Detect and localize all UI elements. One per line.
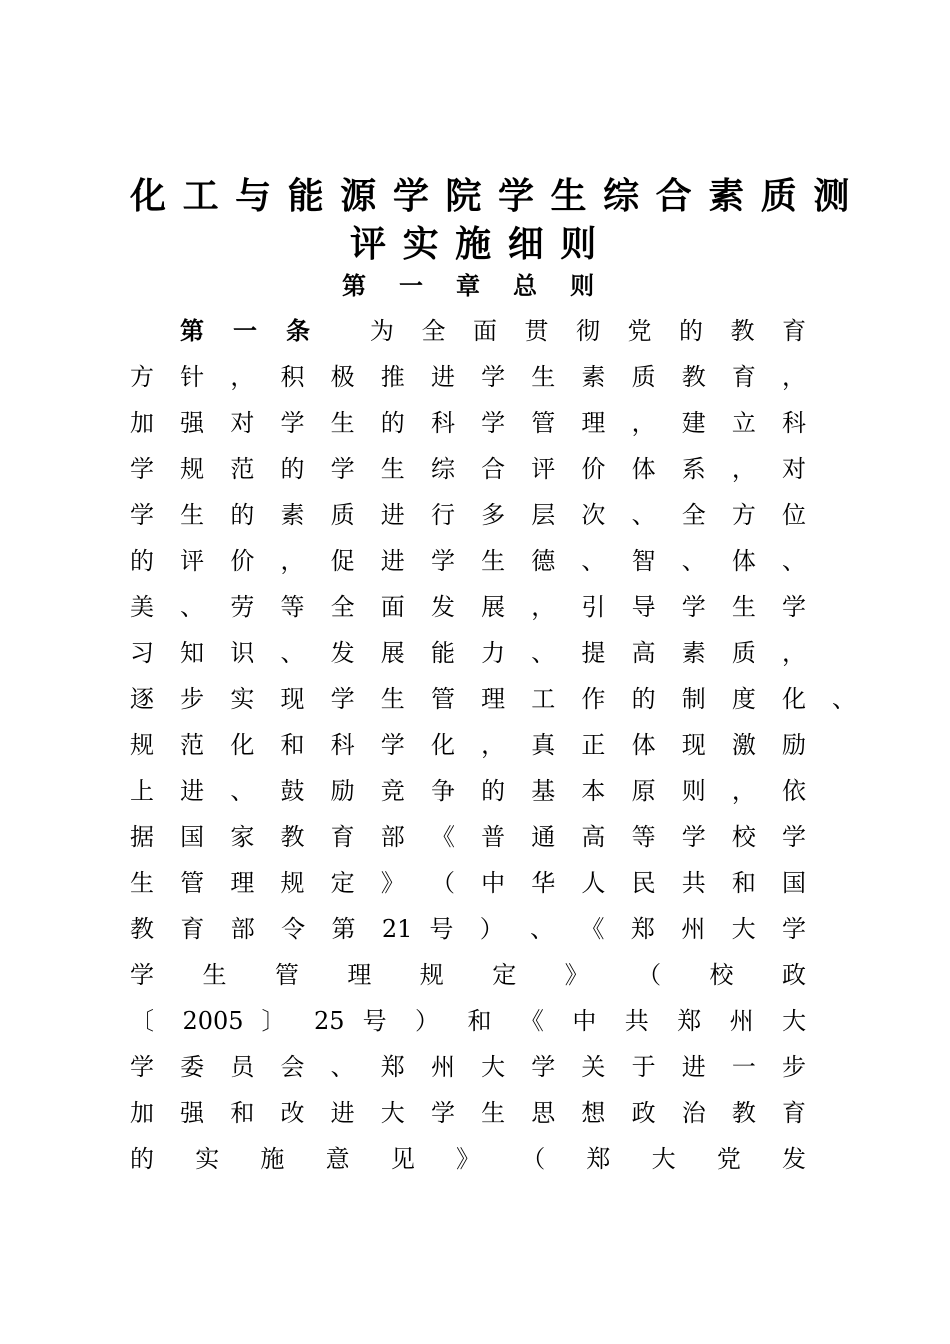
paragraph-line: 的 实 施 意 见 》 （ 郑 大 党 发	[130, 1145, 807, 1173]
chapter-heading: 第 一 章 总 则	[342, 271, 595, 300]
paragraph-line: 教 育 部 令 第 21 号 ） 、 《 郑 州 大 学	[130, 915, 807, 943]
paragraph-line: 学 生 的 素 质 进 行 多 层 次 、 全 方 位	[130, 501, 807, 529]
paragraph-line: 据 国 家 教 育 部 《 普 通 高 等 学 校 学	[130, 823, 807, 851]
paragraph-line: 学 委 员 会 、 郑 州 大 学 关 于 进 一 步	[130, 1053, 807, 1081]
paragraph-line: 加 强 对 学 生 的 科 学 管 理 ， 建 立 科	[130, 409, 807, 437]
paragraph-line: 方 针 ， 积 极 推 进 学 生 素 质 教 育 ，	[130, 363, 807, 391]
paragraph-line: 美 、 劳 等 全 面 发 展 ， 引 导 学 生 学	[130, 593, 807, 621]
document-title-line-2: 评 实 施 细 则	[350, 223, 599, 265]
overhang-punctuation: 、	[832, 685, 856, 713]
paragraph-line: 规 范 化 和 科 学 化 ， 真 正 体 现 激 励	[130, 731, 807, 759]
paragraph-line	[180, 316, 806, 346]
document-title-line-1: 化 工 与 能 源 学 院 学 生 综 合 素 质 测	[130, 175, 852, 217]
paragraph-line: 习 知 识 、 发 展 能 力 、 提 高 素 质 ，	[130, 639, 807, 667]
paragraph-line: 〔 2005 〕 25 号 ） 和 《 中 共 郑 州 大	[130, 1007, 807, 1035]
paragraph-line: 逐 步 实 现 学 生 管 理 工 作 的 制 度 化	[130, 685, 807, 713]
paragraph-line: 学 生 管 理 规 定 》 （ 校 政	[130, 961, 806, 989]
article-label: 第 一 条	[180, 316, 310, 345]
paragraph-line-text: 为 全 面 贯 彻 党 的 教 育	[360, 317, 807, 345]
paragraph-line: 上 进 、 鼓 励 竞 争 的 基 本 原 则 ， 依	[130, 777, 807, 805]
paragraph-line: 加 强 和 改 进 大 学 生 思 想 政 治 教 育	[130, 1099, 807, 1127]
paragraph-line: 学 规 范 的 学 生 综 合 评 价 体 系 ， 对	[130, 455, 807, 483]
paragraph-line: 的 评 价 ， 促 进 学 生 德 、 智 、 体 、	[130, 547, 807, 575]
paragraph-line: 生 管 理 规 定 》 （ 中 华 人 民 共 和 国	[130, 869, 807, 897]
